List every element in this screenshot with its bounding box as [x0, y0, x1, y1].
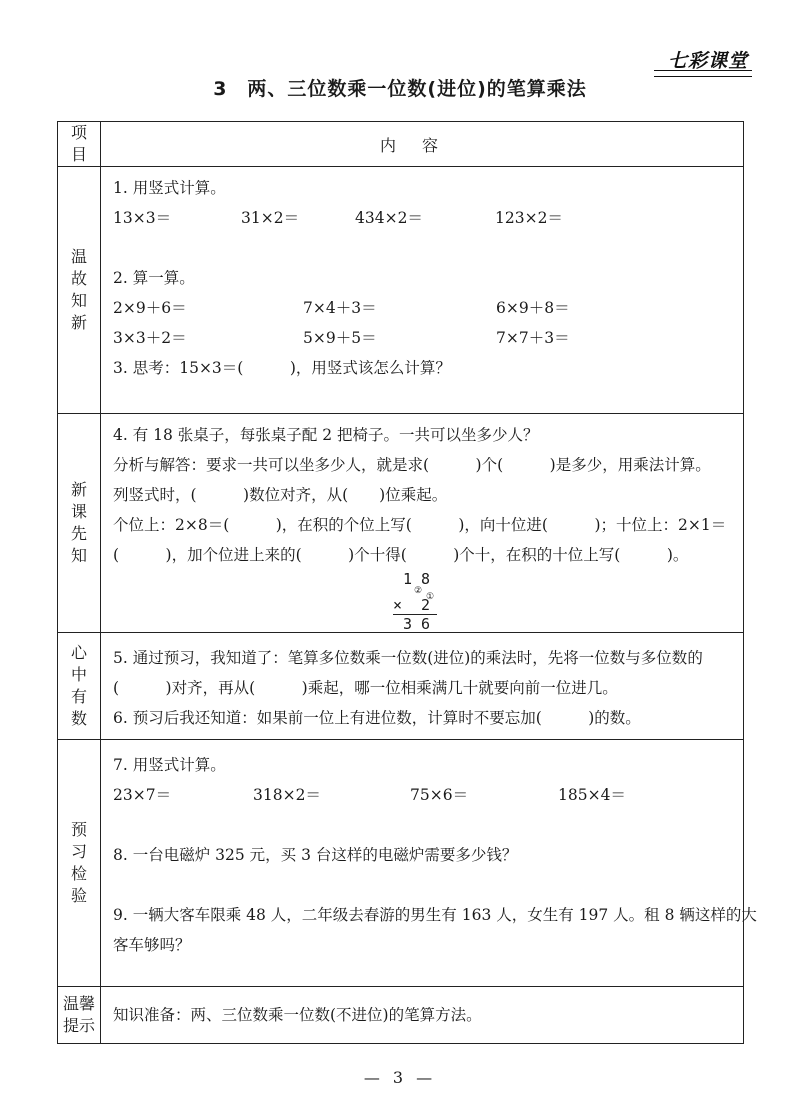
brand-logo: 七彩课堂: [667, 50, 748, 72]
section-content: [101, 740, 757, 987]
label-char: 新: [70, 313, 87, 332]
item: 75×6＝: [410, 786, 469, 804]
question-2-row-2: [113, 323, 731, 353]
section-practice: [58, 740, 744, 987]
table-header-row: [58, 122, 744, 167]
item: 318×2＝: [253, 786, 321, 804]
item: 31×2＝: [241, 209, 300, 227]
item: 123×2＝: [495, 209, 563, 227]
section-content: [101, 633, 744, 740]
section-tips: [58, 987, 744, 1044]
multiplier: 2: [421, 596, 431, 614]
section-summary: [58, 633, 744, 740]
item: 7×4＋3＝: [303, 299, 377, 317]
item: 185×4＝: [558, 786, 626, 804]
analysis-line: 分析与解答：要求一共可以坐多少人，就是求( )个( )是多少，用乘法计算。: [113, 456, 711, 474]
times-sign: ×: [393, 596, 403, 614]
section-label: [58, 987, 101, 1044]
label-char: 检: [70, 864, 87, 883]
tens-place-line: ( )，加个位进上来的( )个十得( )个十，在积的十位上写( )。: [113, 546, 689, 564]
item: 3×3＋2＝: [113, 329, 187, 347]
label-char: 故: [70, 269, 87, 288]
carry-mark-2: ①: [426, 592, 435, 602]
item: 5×9＋5＝: [303, 329, 377, 347]
question-9-line-1: 9. 一辆大客车限乘 48 人，二年级去春游的男生有 163 人，女生有 197 人。租 8 辆这样的大: [113, 906, 757, 924]
label-char: 有: [70, 687, 87, 706]
section-label: [58, 414, 101, 633]
label-char: 习: [70, 842, 87, 861]
section-label: [58, 633, 101, 740]
item: 7×7＋3＝: [496, 329, 570, 347]
question-1-title: 1. 用竖式计算。: [113, 179, 226, 197]
vertical-rule-line: 列竖式时，( )数位对齐，从( )位乘起。: [113, 486, 448, 504]
ones-place-line: 个位上：2×8＝( )，在积的个位上写( )，向十位进( )；十位上：2×1＝: [113, 516, 727, 534]
header-label-char: 项: [70, 123, 87, 142]
item: 2×9＋6＝: [113, 299, 187, 317]
label-char: 知: [70, 291, 87, 310]
section-content: [101, 414, 744, 633]
item: 13×3＝: [113, 209, 172, 227]
section-content: [101, 167, 744, 414]
product: 3 6: [403, 615, 431, 633]
multiplicand: 1 8: [403, 570, 431, 588]
page-title: 3 两、三位数乘一位数(进位)的笔算乘法: [213, 78, 587, 100]
question-5-line-1: 5. 通过预习，我知道了：笔算多位数乘一位数(进位)的乘法时，先将一位数与多位数的: [113, 649, 703, 667]
item: 23×7＝: [113, 786, 172, 804]
label-char: 提: [62, 1016, 79, 1035]
label-char: 心: [70, 643, 87, 662]
worksheet-table: [57, 121, 757, 1044]
label-char: 示: [79, 1016, 96, 1035]
knowledge-tip: 知识准备：两、三位数乘一位数(不进位)的笔算方法。: [113, 1006, 482, 1024]
label-char: 数: [70, 709, 87, 728]
question-2-row-1: [113, 293, 731, 323]
question-4: 4. 有 18 张桌子，每张桌子配 2 把椅子。一共可以坐多少人？: [113, 426, 539, 444]
item: 434×2＝: [355, 209, 423, 227]
vertical-multiplication: [393, 570, 473, 632]
label-char: 知: [70, 546, 87, 565]
question-3: 3. 思考：15×3＝( )，用竖式该怎么计算？: [113, 359, 451, 377]
question-5-line-2: ( )对齐，再从( )乘起，哪一位相乘满几十就要向前一位进几。: [113, 679, 618, 697]
section-label: [58, 740, 101, 987]
label-char: 新: [70, 480, 87, 499]
page-number: — 3 —: [363, 1068, 437, 1087]
section-content: [101, 987, 744, 1044]
question-2-title: 2. 算一算。: [113, 269, 195, 287]
question-1-items: [113, 203, 731, 233]
header-label-char: 目: [70, 145, 87, 164]
question-7-title: 7. 用竖式计算。: [113, 756, 226, 774]
section-review: [58, 167, 744, 414]
header-label-cell: [58, 122, 101, 167]
label-char: 预: [70, 820, 87, 839]
label-char: 验: [70, 886, 87, 905]
item: 6×9＋8＝: [496, 299, 570, 317]
label-char: 课: [70, 502, 87, 521]
question-8: 8. 一台电磁炉 325 元，买 3 台这样的电磁炉需要多少钱？: [113, 846, 518, 864]
label-char: 先: [70, 524, 87, 543]
section-label: [58, 167, 101, 414]
question-9-line-2: 客车够吗？: [113, 936, 191, 954]
label-char: 温: [70, 247, 87, 266]
question-7-items: [113, 780, 731, 810]
section-new-lesson: [58, 414, 744, 633]
label-char: 中: [70, 665, 87, 684]
label-char: 温: [62, 994, 79, 1013]
question-6: 6. 预习后我还知道：如果前一位上有进位数，计算时不要忘加( )的数。: [113, 709, 641, 727]
label-char: 馨: [79, 994, 96, 1013]
carry-mark: ②: [414, 586, 423, 596]
header-content-cell: 内容: [101, 122, 744, 167]
